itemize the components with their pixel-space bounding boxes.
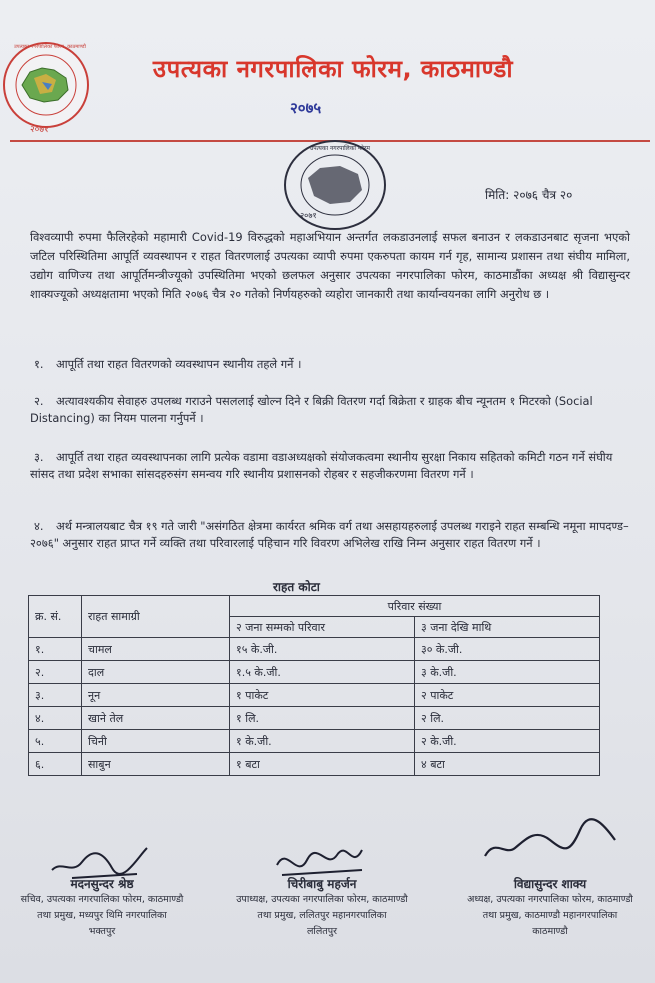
cell-large: २ के.जी. <box>415 730 600 753</box>
handwritten-signature <box>42 840 162 885</box>
cell-small: १५ के.जी. <box>230 638 415 661</box>
header-family-count: परिवार संख्या <box>230 596 600 617</box>
cell-large: २ पाकेट <box>415 684 600 707</box>
signatory-place: काठमाण्डौ <box>532 926 568 937</box>
signature-block-vice-chair <box>222 840 422 940</box>
cell-small: १ लि. <box>230 707 415 730</box>
intro-paragraph: विश्वव्यापी रुपमा फैलिरहेको महामारी Covid-19 विरुद्धको महाअभियान अन्तर्गत लकडाउनलाई सफल बनाउन र लकडाउनबाट सृजना भएको जटिल परिस्थितिमा आपूर्ति व्यवस्थापन र राहत वितरणलाई उपत्यका व्यापी रुपमा एकरुपता कायम गर्न गृह, सामान्य प्रशासन तथा संघीय मामिला, उद्योग वाणिज्य तथा आपूर्तिमन्त्रीज्यूको उपस्थितिमा भएको छलफल अनुसार उपत्यका नगरपालिका फोरम, काठमाडौंका अध्यक्ष श्री विद्यासुन्दर शाक्यज्यूको अध्यक्षतामा भएको मिति २०७६ चैत्र २० गतेको निर्णयहरुको व्यहोरा जानकारी तथा कार्यान्वयनका लागि अनुरोध छ । <box>30 230 630 301</box>
point-text: आपूर्ति तथा राहत व्यवस्थापनका लागि प्रत्येक वडामा वडाअध्यक्षको संयोजकत्वमा स्थानीय सुरक्षा निकाय सहितको कमिटी गठन गर्ने संघीय सांसद तथा प्रदेश सभाका सांसदहरुसंग समन्वय गरि स्थानीय प्रशासनको रोहबर र सहजीकरणमा वितरण गर्ने । <box>30 450 613 481</box>
table-row <box>29 684 600 707</box>
signatory-title: सचिव, उपत्यका नगरपालिका फोरम, काठमाण्डौ <box>20 894 184 905</box>
point-text: आपूर्ति तथा राहत वितरणको व्यवस्थापन स्थानीय तहले गर्ने । <box>56 357 302 371</box>
official-stamp <box>280 138 390 233</box>
cell-large: ३० के.जी. <box>415 638 600 661</box>
decision-point-2 <box>30 393 630 427</box>
stamp-text: उपत्यका नगरपालिका फोरम <box>309 145 371 152</box>
letterhead-title: उपत्यका नगरपालिका फोरम, काठमाण्डौ <box>152 55 514 83</box>
seal-year: २०७१ <box>30 125 49 135</box>
cell-serial: ६. <box>29 753 82 776</box>
cell-serial: १. <box>29 638 82 661</box>
signature-block-chair <box>450 840 650 940</box>
signatory-name: विद्यासुन्दर शाक्य <box>513 877 587 891</box>
signatory-place: ललितपुर <box>306 926 338 937</box>
stamp-year: २०७१ <box>300 211 317 220</box>
signatory-office: तथा प्रमुख, मध्यपुर थिमि नगरपालिका <box>37 910 167 921</box>
point-number: २. <box>34 394 44 408</box>
cell-item: दाल <box>82 661 230 684</box>
signatory-office: तथा प्रमुख, काठमाण्डौ महानगरपालिका <box>482 910 618 921</box>
table-row <box>29 753 600 776</box>
handwritten-signature <box>475 818 625 863</box>
signatory-name: मदनसुन्दर श्रेष्ठ <box>70 877 134 891</box>
header-small-family: २ जना सम्मको परिवार <box>230 617 415 638</box>
decision-point-4 <box>30 518 630 552</box>
cell-item: चिनी <box>82 730 230 753</box>
table-header-row <box>29 596 600 617</box>
handwritten-signature <box>262 840 382 885</box>
cell-serial: २. <box>29 661 82 684</box>
cell-item: चामल <box>82 638 230 661</box>
header-large-family: ३ जना देखि माथि <box>415 617 600 638</box>
point-number: ४. <box>34 519 44 533</box>
cell-large: ४ बटा <box>415 753 600 776</box>
signatory-place: भक्तपुर <box>88 926 116 937</box>
table-row <box>29 661 600 684</box>
cell-item: खाने तेल <box>82 707 230 730</box>
letter-date: मिति: २०७६ चैत्र २० <box>485 188 573 202</box>
header-serial: क्र. सं. <box>29 596 82 638</box>
relief-quota-title: राहत कोटा <box>273 580 320 594</box>
signatory-name: चिरीबाबु महर्जन <box>287 877 357 891</box>
relief-quota-table <box>28 595 600 776</box>
signatory-office: तथा प्रमुख, ललितपुर महानगरपालिका <box>257 910 387 921</box>
table-row <box>29 730 600 753</box>
decision-point-3 <box>30 449 630 483</box>
signatory-title: अध्यक्ष, उपत्यका नगरपालिका फोरम, काठमाण्डौ <box>467 894 633 905</box>
cell-small: १.५ के.जी. <box>230 661 415 684</box>
decision-point-1 <box>30 356 630 373</box>
point-text: अर्थ मन्त्रालयबाट चैत्र १९ गते जारी "असंगठित क्षेत्रमा कार्यरत श्रमिक वर्ग तथा असहायहरुलाई उपलब्ध गराइने राहत सम्बन्धि नमूना मापदण्ड–२०७६" अनुसार राहत प्राप्त गर्ने व्यक्ति तथा परिवारलाई पहिचान गरि विवरण अभिलेख राखि निम्न अनुसार राहत वितरण गर्ने । <box>30 519 629 550</box>
cell-small: १ पाकेट <box>230 684 415 707</box>
point-number: १. <box>34 357 44 371</box>
cell-small: १ के.जी. <box>230 730 415 753</box>
cell-item: साबुन <box>82 753 230 776</box>
cell-item: नून <box>82 684 230 707</box>
seal-text: उपत्यका नगरपालिका फोरम, काठमाण्डौ <box>14 44 86 50</box>
cell-serial: ५. <box>29 730 82 753</box>
table-row <box>29 707 600 730</box>
cell-serial: ४. <box>29 707 82 730</box>
cell-large: २ लि. <box>415 707 600 730</box>
signatory-title: उपाध्यक्ष, उपत्यका नगरपालिका फोरम, काठमाण्डौ <box>236 894 408 905</box>
cell-small: १ बटा <box>230 753 415 776</box>
cell-large: ३ के.जी. <box>415 661 600 684</box>
signature-block-secretary <box>2 840 202 940</box>
letterhead-year: २०७५ <box>290 99 322 117</box>
point-text: अत्यावश्यकीय सेवाहरु उपलब्ध गराउने पसललाई खोल्न दिने र बिक्री वितरण गर्दा बिक्रेता र ग्राहक बीच न्यूनतम १ मिटरको (Social Distancing) का नियम पालना गर्नुपर्ने । <box>30 394 593 425</box>
header-item: राहत सामाग्री <box>82 596 230 638</box>
cell-serial: ३. <box>29 684 82 707</box>
table-row <box>29 638 600 661</box>
point-number: ३. <box>34 450 44 464</box>
